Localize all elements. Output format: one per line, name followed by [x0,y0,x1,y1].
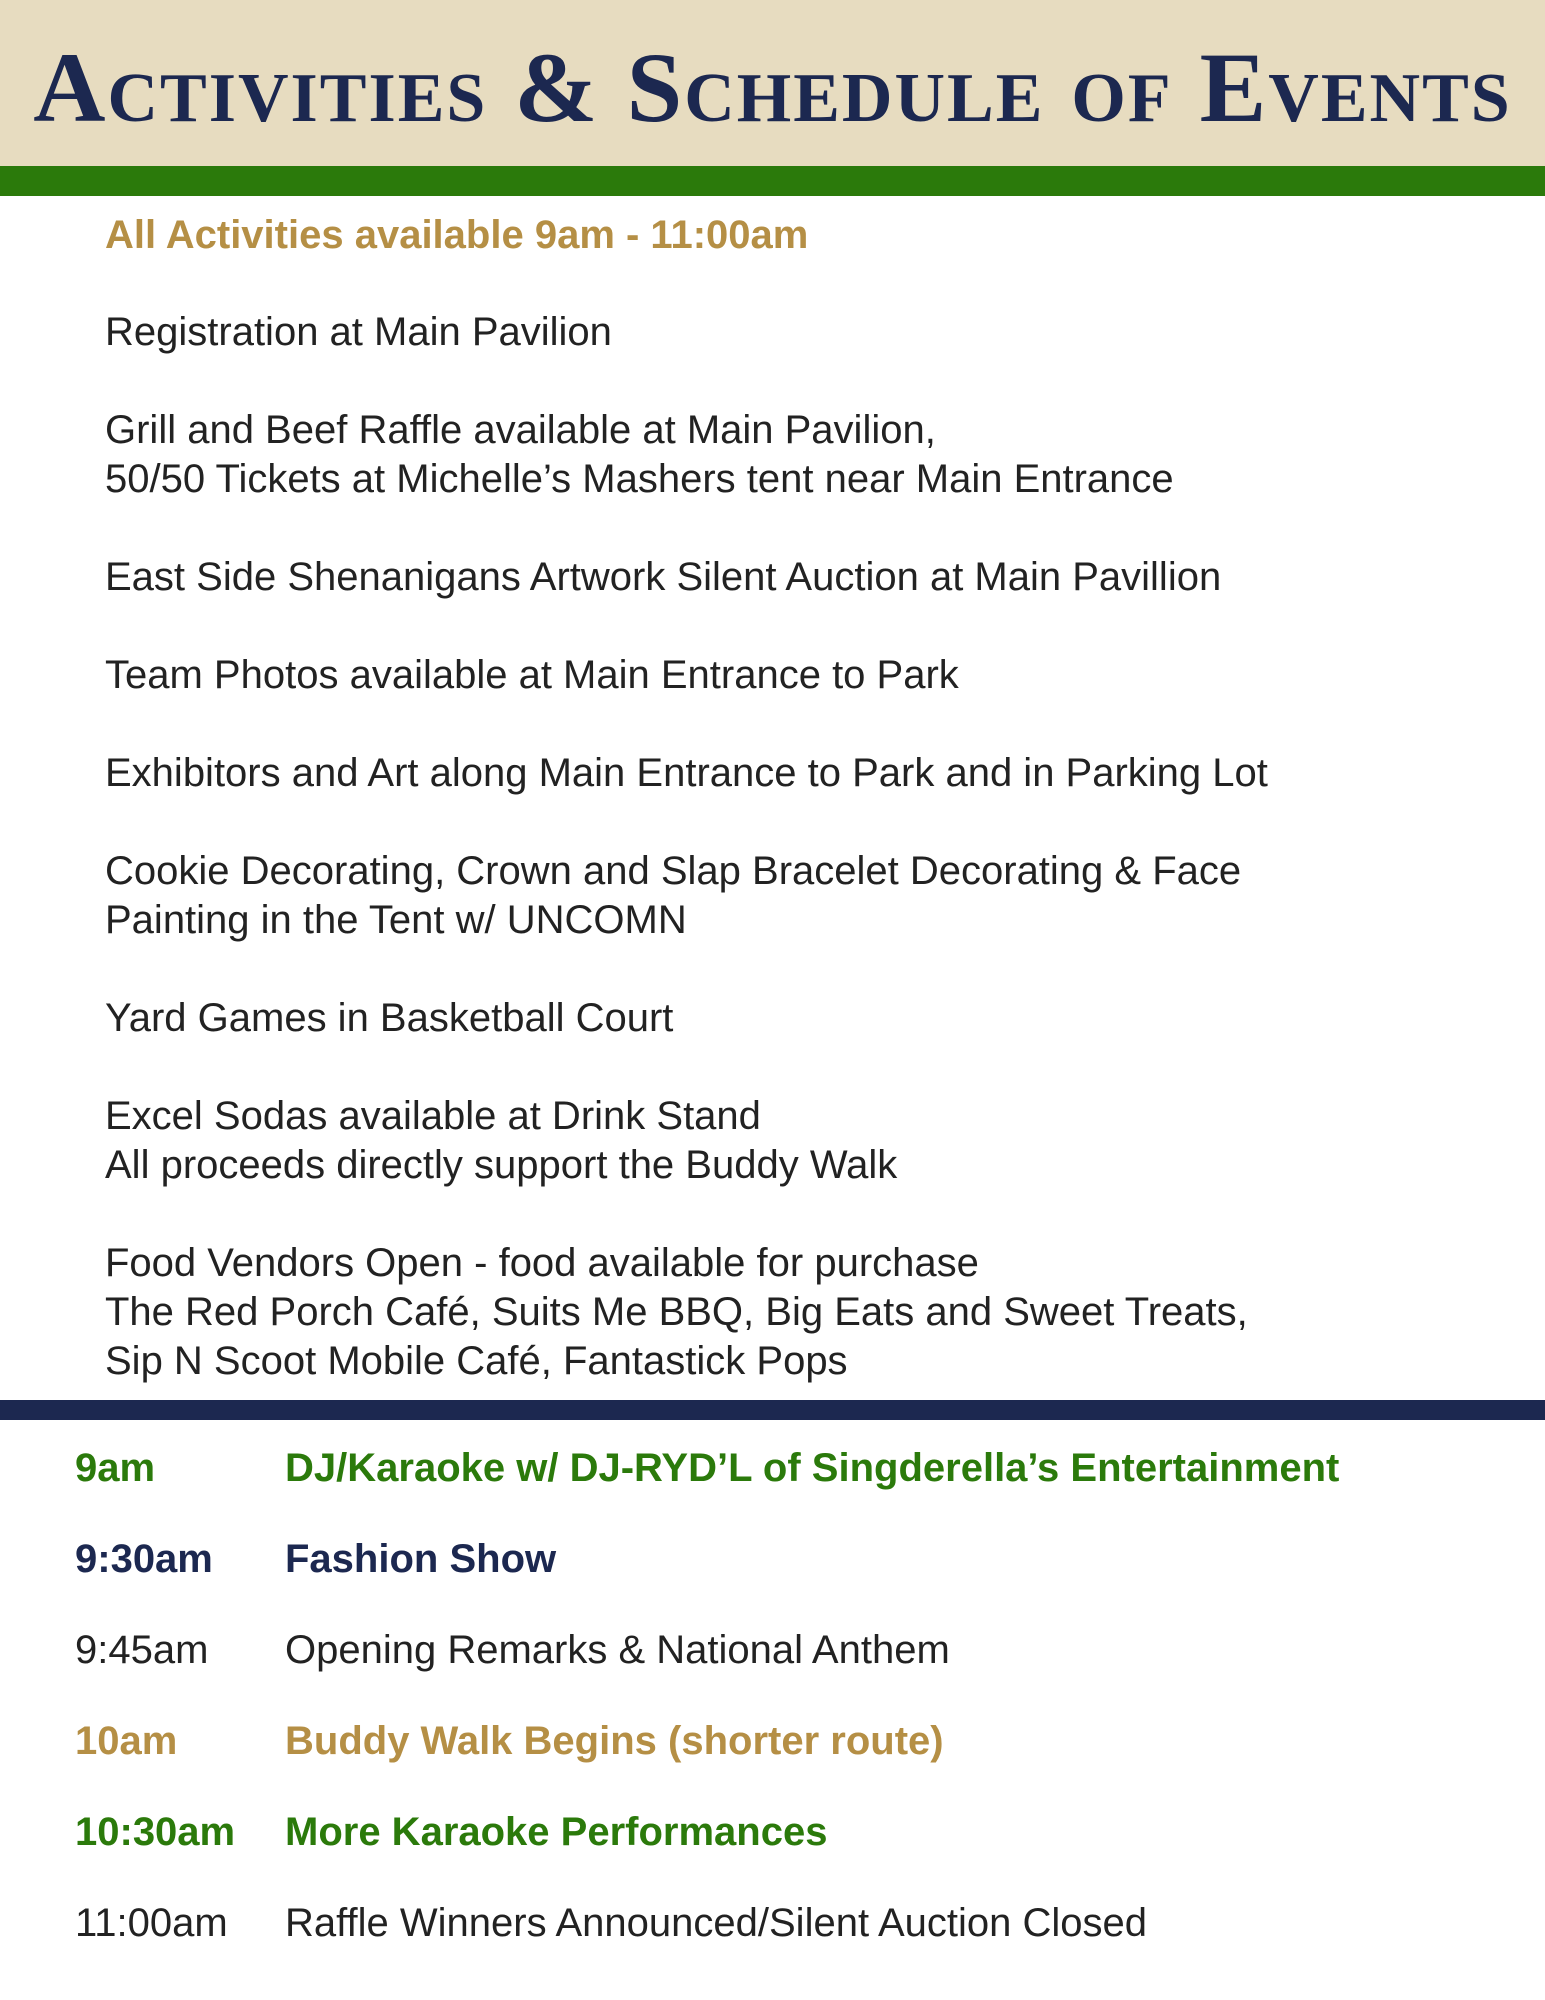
schedule-row [75,1534,1525,1625]
activity-text: 50/50 Tickets at Michelle’s Mashers tent near Main Entrance [105,457,1174,501]
activity-text: Exhibitors and Art along Main Entrance to Park and in Parking Lot [105,751,1268,795]
activity-item [105,1239,1485,1386]
activity-item [105,1092,1485,1190]
activity-item [105,651,1485,700]
page-title: Activities & Schedule of Events [33,31,1512,143]
schedule-time: 9am [75,1446,156,1490]
schedule-time: 9:45am [75,1628,209,1672]
activity-text: Sip N Scoot Mobile Café, Fantastick Pops [105,1339,848,1383]
schedule-row [75,1898,1525,1989]
activity-text: Grill and Beef Raffle available at Main Pavilion, [105,408,936,452]
activity-text: Painting in the Tent w/ UNCOMN [105,898,687,942]
activity-item [105,308,1485,357]
activity-item [105,994,1485,1043]
schedule-time: 11:00am [75,1901,228,1945]
schedule-event: Fashion Show [285,1537,557,1581]
activity-text: East Side Shenanigans Artwork Silent Auction at Main Pavillion [105,555,1222,599]
activity-text: Food Vendors Open - food available for purchase [105,1241,979,1285]
schedule-event: Raffle Winners Announced/Silent Auction Closed [285,1901,1148,1945]
schedule-row [75,1625,1525,1716]
activity-text: Excel Sodas available at Drink Stand [105,1094,761,1138]
schedule-event: More Karaoke Performances [285,1810,828,1854]
activity-text: Yard Games in Basketball Court [105,996,674,1040]
schedule-row [75,1807,1525,1898]
activities-section [105,210,1485,1435]
activity-item [105,406,1485,504]
activity-item [105,749,1485,798]
activity-item [105,847,1485,945]
activity-item [105,553,1485,602]
schedule-time: 9:30am [75,1537,213,1581]
activity-text: Registration at Main Pavilion [105,310,612,354]
activity-list [105,308,1485,1386]
activity-text: All proceeds directly support the Buddy Walk [105,1143,898,1187]
activity-text: Cookie Decorating, Crown and Slap Bracelet Decorating & Face [105,849,1242,893]
schedule-section [75,1443,1525,1989]
activities-heading: All Activities available 9am - 11:00am [105,213,809,257]
header-divider [0,166,1545,196]
activity-text: Team Photos available at Main Entrance to Park [105,653,959,697]
header-banner [0,0,1545,166]
schedule-time: 10:30am [75,1810,236,1854]
schedule-event: Buddy Walk Begins (shorter route) [285,1719,944,1763]
schedule-event: DJ/Karaoke w/ DJ-RYD’L of Singderella’s Entertainment [285,1446,1340,1490]
schedule-time: 10am [75,1719,178,1763]
section-divider [0,1400,1545,1420]
schedule-row [75,1716,1525,1807]
schedule-row [75,1443,1525,1534]
activity-text: The Red Porch Café, Suits Me BBQ, Big Eats and Sweet Treats, [105,1290,1248,1334]
schedule-event: Opening Remarks & National Anthem [285,1628,950,1672]
